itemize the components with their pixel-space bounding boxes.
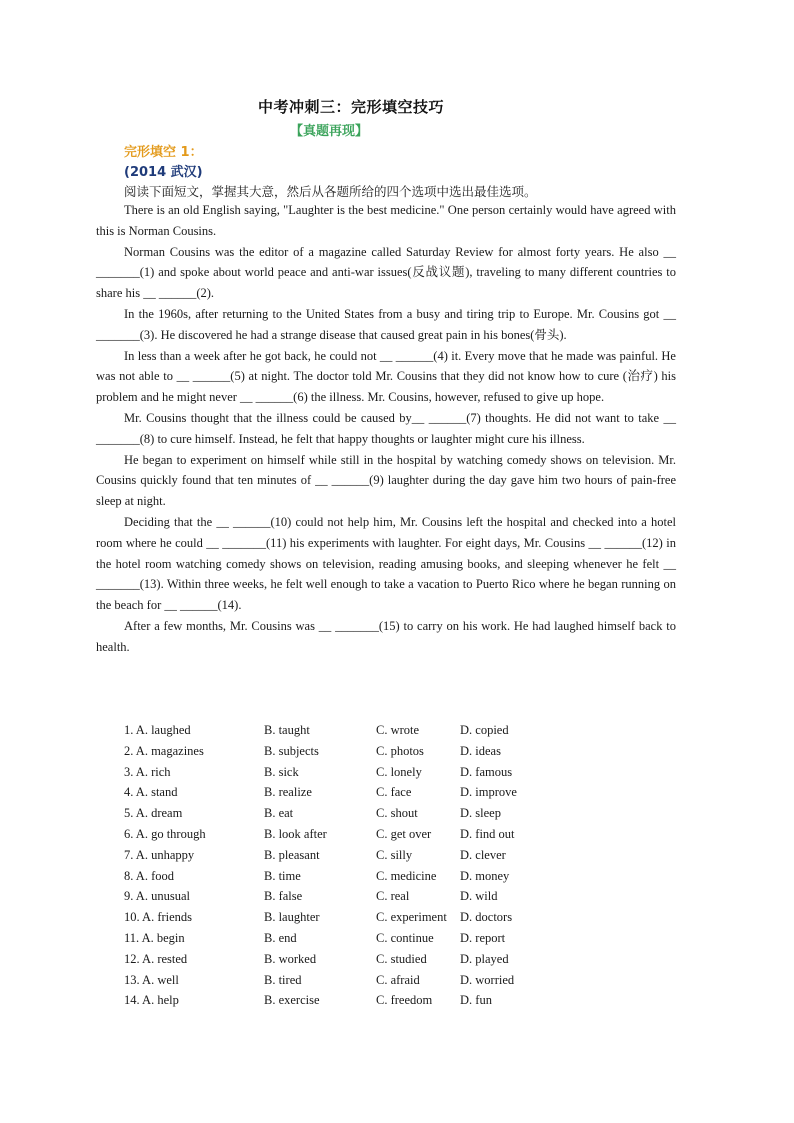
option-choice: C. medicine [376,868,437,883]
passage-paragraph: After a few months, Mr. Cousins was __ _______(15) to carry on his work. He had laughed himself back to health. [96,618,676,654]
page-subtitle: 【真题再现】 [290,124,369,139]
option-choice: D. copied [460,723,509,737]
option-choice: C. wrote [376,723,420,737]
option-choice: D. wild [460,889,498,904]
option-choice: 13. A. well [124,972,179,987]
source-label: (2014 武汉) [124,165,203,180]
passage-paragraph: Norman Cousins was the editor of a magazine called Saturday Review for almost forty years. He also __ _______(1) and spoke about world peace and anti-war issues(反战议题), traveling to many different countries to share his __ ______(2). [96,244,676,301]
instruction-text: 阅读下面短文，掌握其大意，然后从各题所给的四个选项中选出最佳选项。 [124,184,537,199]
option-choice: B. laughter [264,910,320,925]
option-choice: B. worked [264,951,317,966]
option-choice: D. sleep [460,806,501,821]
option-choice: 10. A. friends [124,910,193,925]
option-choice: C. face [376,785,412,800]
section-heading: 完形填空 1： [124,145,203,160]
option-choice: C. lonely [376,764,422,779]
option-row [124,928,540,949]
option-choice: C. silly [376,847,413,862]
passage-paragraph: There is an old English saying, "Laughter is the best medicine." One person certainly would have agreed with this is Norman Cousins. [96,203,676,238]
option-choice: C. freedom [376,993,433,1008]
option-choice: C. continue [376,930,434,945]
option-choice: D. improve [460,785,517,800]
option-choice: B. realize [264,785,312,800]
option-choice: B. sick [264,764,299,779]
option-choice: C. studied [376,951,427,966]
option-choice: B. end [264,930,297,945]
option-choice: B. look after [264,826,327,841]
passage-paragraph: He began to experiment on himself while still in the hospital by watching comedy shows on television. Mr. Cousins quickly found that ten minutes of __ ______(9) laughter during the day gave him two hours of pain-free sleep at night. [96,452,676,509]
option-choice: 9. A. unusual [124,889,190,904]
passage-paragraph: In less than a week after he got back, he could not __ ______(4) it. Every move that he made was painful. He was not able to __ ______(5) at night. The doctor told Mr. Cousins that they did not know how to cure (治疗) his problem and he might never __ ______(6) the illness. Mr. Cousins, however, refused to give up hope. [96,348,676,405]
passage-paragraph: In the 1960s, after returning to the United States from a busy and tiring trip to Europe. Mr. Cousins got __ _______(3). He discovered he had a strange disease that caused great pain in his bones(骨头). [96,306,676,342]
option-choice: C. experiment [376,910,447,925]
option-choice: B. taught [264,723,310,737]
option-row [124,824,540,845]
passage-paragraph: Mr. Cousins thought that the illness could be caused by__ ______(7) thoughts. He did not want to take __ _______(8) to cure himself. Instead, he felt that happy thoughts or laughter might cure his illness. [96,410,676,446]
option-row [124,949,540,970]
page-title: 中考冲刺三：完形填空技巧 [258,98,445,116]
option-choice: B. subjects [264,743,319,758]
option-row [124,782,540,803]
option-choice: 3. A. rich [124,764,171,779]
option-choice: C. shout [376,806,418,821]
option-choice: D. report [460,930,506,945]
option-row [124,970,540,991]
option-row [124,720,540,741]
option-choice: D. doctors [460,910,513,925]
option-choice: D. clever [460,847,506,862]
option-row [124,803,540,824]
option-choice: 14. A. help [124,993,179,1008]
option-choice: B. exercise [264,993,320,1008]
option-choice: 8. A. food [124,868,174,883]
option-choice: B. pleasant [264,847,320,862]
option-choice: B. eat [264,806,294,821]
option-choice: B. time [264,868,301,883]
option-row [124,886,540,907]
option-choice: D. played [460,951,509,966]
option-choice: B. tired [264,972,302,987]
passage-paragraph: Deciding that the __ ______(10) could not help him, Mr. Cousins left the hospital and checked into a hotel room where he could __ _______(11) his experiments with laughter. For eight days, Mr. Cousins __ ______(12) in the hotel room watching comedy shows on television, reading amusing books, and sleeping whenever he felt __ _______(13). Within three weeks, he felt well enough to take a vacation to Puerto Rico where he began running on the beach for __ ______(14). [96,514,676,613]
option-choice: 12. A. rested [124,951,188,966]
option-row [124,762,540,783]
option-choice: C. real [376,889,410,904]
option-choice: B. false [264,889,303,904]
option-choice: 11. A. begin [124,930,185,945]
option-choice: 7. A. unhappy [124,847,195,862]
option-row [124,907,540,928]
option-choice: 6. A. go through [124,826,206,841]
option-choice: D. famous [460,764,513,779]
option-row [124,741,540,762]
option-choice: D. fun [460,993,492,1008]
option-choice: D. money [460,868,510,883]
option-choice: D. worried [460,972,515,987]
option-row [124,990,540,1011]
option-choice: D. find out [460,826,515,841]
option-choice: C. photos [376,743,424,758]
option-row [124,866,540,887]
option-row [124,845,540,866]
option-choice: C. get over [376,826,432,841]
option-choice: D. ideas [460,743,501,758]
option-choice: 2. A. magazines [124,743,204,758]
options-table [124,720,540,1011]
passage [96,200,676,658]
option-choice: 5. A. dream [124,806,183,821]
option-choice: 1. A. laughed [124,723,191,737]
option-choice: C. afraid [376,972,420,987]
option-choice: 4. A. stand [124,785,178,800]
